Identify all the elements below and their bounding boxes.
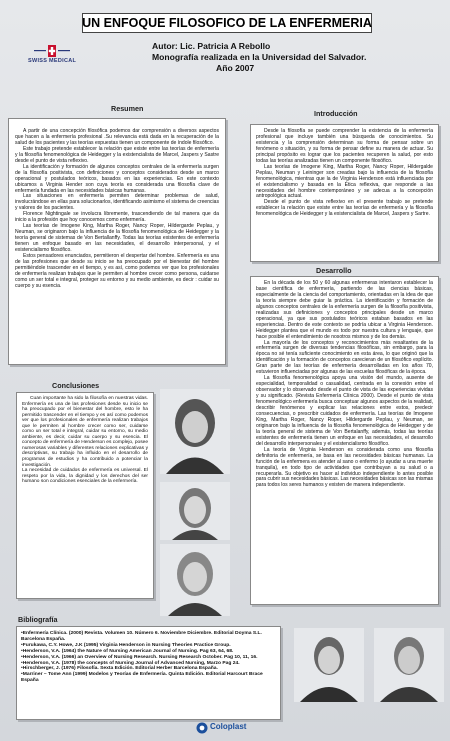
portrait-photo <box>160 544 230 616</box>
bibliografia-item: •Henderson, V.A. (1978) the concepts of Nursing Journal of Advanced Nursing, Marzo Pag 24. <box>21 660 240 666</box>
bibliografia-item: •Marriner – Tome Ann (1999) Modelos y Teorías de Enfermería. Quinta Edición. Editorial Harcourt Brace España <box>21 672 263 684</box>
bibliografia-item: •Henderson, V.A. (1964) the Nature of Nursing American Journal of Nursing. Pag 63, 64, 68. <box>21 648 234 654</box>
author-line: Autor: Lic. Patricia A Rebollo <box>152 41 271 51</box>
swiss-medical-logo <box>28 44 76 72</box>
desarrollo-box <box>250 276 439 605</box>
desarrollo-paragraph: La teoría de Virginia Henderson es considerada como una filosofía definitoria de enfermería, se basa en las necesidades básicas humanas. La función de la enfermera es atender al sano o enfermo (o ayudar a una muerte tranquila), en todo tipo de actividades que contribuyan a su salud o a recuperarla. Su objetivo es hacer al individuo independiente lo antes posible para cubrir sus necesidades básicas. Las necesidades básicas son las mismas para todos los seres humanos y existen de manera independiente. <box>256 446 434 489</box>
portrait-photo <box>160 389 230 474</box>
swiss-medical-emblem-icon <box>28 44 76 58</box>
resumen-box <box>8 118 226 365</box>
resumen-paragraph: Florence Nightingale se involucra libremente, trascendiendo de tal manera que da inicio a la profesión que hoy conocemos como enfermería. <box>15 211 219 224</box>
resumen-paragraph: Las situaciones en enfermería permiten determinar problemas de salud, involucrándose en ellas para solucionarlos, identificando asimismo el sistema de creencias y valores de los pacientes. <box>15 193 219 212</box>
logo-text: SWISS MEDICAL <box>28 58 77 64</box>
introduccion-paragraph: Desde el punto de vista reflexivo en el presente trabajo se pretende establecer la relación que existe entre las teorías de enfermería y la filosofía fenomenológica de Heidegger y la existencialista de Marcel, Jaspers y Sartre. <box>256 199 433 218</box>
bibliografia-item: •Furukawa, C.Y. Howe, J.K (1995) Virginia Henderson in Nursing Theories Practice Group. <box>21 642 231 648</box>
portrait-photo <box>374 628 444 702</box>
coloplast-emblem-icon <box>196 721 208 735</box>
introduccion-heading: Introducción <box>314 109 358 118</box>
coloplast-logo <box>196 720 256 736</box>
desarrollo-paragraph: En la década de los 50 y 60 algunas enfermeras intentaron establecer la base científica de enfermería, partiendo de las ciencias básicas, especialmente de la ciencia del comportamiento, orientadas en la idea de que la teoría siempre debe guiar la práctica. La identificación y formación de algunos conceptos centrales de la enfermería surgen de la filosofía positivista, realizadas sus definiciones y conceptos principales desde un marco operacional, ya que sus postulados teóricos estaban basados en las experiencias. Dentro de este contexto se podría ubicar a Virginia Henderson. Heidegger plantea que el mundo es todo por nuestra cultura y lenguaje, que hace posible el entendimiento de nosotros mismos y de los demás. <box>256 280 433 340</box>
desarrollo-paragraph: La mayoría de los conceptos y reconocimientos más resaltantes de la enfermería surgen de diversas tendencias filosóficas, sin embargo, para la época no sé tenía suficiente conocimiento en esta área, lo que originó que la identificación y la formación de conceptos carecieran de un filosófico explícito. Gran parte de las teorías de enfermería desarrolladas en los años 70, estuvieron influenciadas por algunas de las escuelas filosóficas de la época. <box>256 339 433 376</box>
poster-title: UN ENFOQUE FILOSOFICO DE LA ENFERMERIA <box>82 16 372 30</box>
conclusiones-box <box>16 392 154 599</box>
introduccion-paragraph: Las teorías de Imogene King, Martha Roger, Nancy Roper, Hildergalde Peplau, Neuman y Leininger son creadas bajo la influencia de la filosofía fenomenológica, mientras que la de Virginia Henderson está influenciada por el existencialismo y basada en la Ética reflexiva, que responde a las necesidades del hombre contemporáneo y se adecua a la concepción antropológica actual. <box>256 163 433 200</box>
introduccion-paragraph: Desde la filosofía se puede comprender la existencia de la enfermería profesional que incluye también una búsqueda de conocimientos. Su existencia y la comprensión determinan su forma de pensar sobre un fenómeno o situación, y su forma de pensar define su manera de actuar. Su principal propósito es lograr que los pacientes recuperen la salud, por esto todas las teorías analizadas tienen un componente filosófico. <box>256 128 433 164</box>
portrait-photo <box>160 482 230 540</box>
bibliografia-item: •Hirschberger, J. (1976) Filosofía. Sexta Edición. Editorial Herber Barcelona España. <box>21 666 218 672</box>
resumen-paragraph: Este trabajo pretende establecer la relación que existe entre las teorías de enfermería y la filosofía fenomenológica de Heidegger y la existencialista de Marcel, Jaspers y Sastre desde el punto de vista reflexivo. <box>15 145 219 164</box>
monograph-line: Monografía realizada en la Universidad del Salvador. <box>152 52 367 62</box>
year-line: Año 2007 <box>216 63 255 73</box>
resumen-paragraph: Estos pensadores enunciados, permitieron el despertar del hombre. Enfermería es una de las profesiones que desde su inicio se ha preocupado por el bienestar del hombre permitiéndole trascender en el tiempo, y es así, como podemos ver que los profesionales de enfermería realizan trabajos que le permiten al hombre crecer como persona, cuidarse como un ser total e integral, proteger su entorno y su medio ambiente, es decir : cuidar su cuerpo y su esencia. <box>15 253 219 289</box>
conclusiones-paragraph: La necesidad de cuidados de enfermería es universal. El respeto por la vida, la dignidad y los derechos del ser humano son condiciones esenciales de la enfermería. <box>22 468 148 485</box>
resumen-paragraph: Las teorías de Imogene King, Martha Roger, Nancy Roper, Hildergarde Peplau, y Neuman, se originaron bajo la influencia de la filosofía fenomenológica de Heidegger y la teoría general de sistemas de Von Bertallanffy. Todas las teorías existentes de enfermería tienen un enfoque basado en las necesidades, el desarrollo interpersonal, y el existencialismo filosófico. <box>15 223 219 254</box>
bibliografia-item: •Henderson, V.A. (1966) an Overview of Nursing Research. Nursing Research October. Pag 10, 11, 16. <box>21 654 258 660</box>
conclusiones-paragraph: Cuan importante ha sido la filosofía en nuestras vidas. Enfermería es una de las profesiones desde su inicio se ha preocupado por el bienestar del hombre, esto le ha permitido trascender en el tiempo y es así como podemos ver que los profesionales de enfermería realizan trabajos que le permiten al hombre crecer como ser, cuidarse como un ser total e integral, cuidar su entorno, su medio ambiente, es decir, cuidar su cuerpo y su esencia. El concepto de enfermería de Henderson es complejo, posee numerosas variables y diferentes relaciones explicativas y descriptivas, su trabajo ha influido en el desarrollo de programas de estudios y ha contribuido a potenciar la investigación. <box>22 396 149 468</box>
title-bar <box>82 13 372 33</box>
conclusiones-heading: Conclusiones <box>52 381 100 390</box>
desarrollo-heading: Desarrollo <box>316 266 352 275</box>
bibliografia-heading: Bibliografía <box>18 615 58 624</box>
introduccion-box <box>250 124 439 262</box>
author-block <box>152 41 422 74</box>
resumen-paragraph: La identificación y formación de algunos conceptos centrales de la enfermería surgen de la filosofía positivista, con definiciones y conceptos considerados desde un marco operacional y postulados teóricos, basados en las experiencias. En este contexto ubicamos a Virginia Hender son cuya teoría es considerada una filosofía clave de enfermería fundada en las necesidades básicas humanas. <box>15 163 219 194</box>
bibliografia-item: •Enfermería Clínica. (2000) Revista. Volumen 10. Número 6. Noviembre Diciembre. Editorial Doyma S.L. Barcelona España. <box>21 631 262 642</box>
desarrollo-paragraph: La filosofía fenomenológica apoya una visión del mundo, ausente de especialidad, temporalidad o casualidad, centrada en la conexión entre el observador y lo observado desde el punto de vista de las experiencias vividas y su significado. (Revista Enfermería Clínica 2000). Desde el punto de vista fenomenológico enfermería busca conceptuar algunos aspectos de la realidad, describir fenómenos y explicar las relaciones entre estos, predecir consecuencias, o prescribir cuidados de enfermería. Las teorías de Imogene King, Martha Roger, Nancy Roper, Hildergarde Peplau, y Neuman, se originaron bajo la influencia de la filosofía fenomenológica de Heidegger y de la teoría general de sistema de Von Bertalanffy, además, todas las teorías existentes de enfermería tienen un enfoque en las necesidades, el desarrollo del desarrollo interpersonales y el existencialismo filosófico. <box>256 375 433 447</box>
resumen-heading: Resumen <box>111 104 144 113</box>
resumen-paragraph: A partir de una concepción filosófica podemos dar comprensión a diversos aspectos que hacen a la enfermería profesional .Su relevancia está dada en la recuperación de la salud de los pacientes y las teorías expuestas tienen un componente de índole filosófico. <box>15 128 219 146</box>
bibliografia-box <box>16 626 281 720</box>
footer-logo-text: Coloplast <box>210 722 247 731</box>
portrait-photo <box>294 628 364 702</box>
